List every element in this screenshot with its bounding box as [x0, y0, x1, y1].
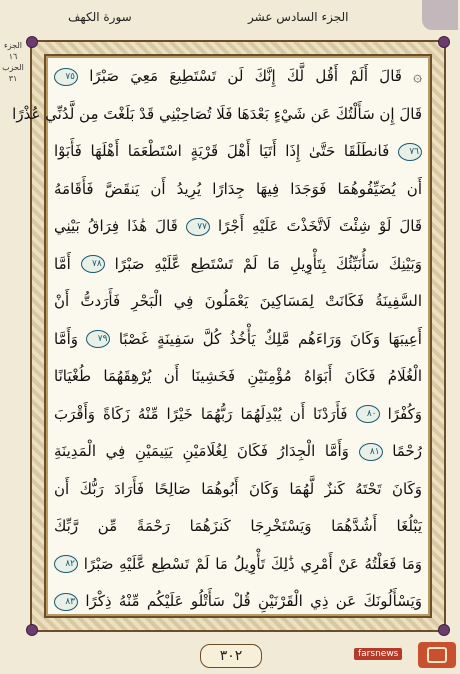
verse-line — [54, 246, 422, 282]
verse-line — [54, 546, 422, 582]
verse-text: أَن يُضَيِّفُوهُمَا فَوَجَدَا فِيهَا جِدَارًا يُرِيدُ أَن يَنقَضَّ فَأَقَامَهُ — [54, 179, 422, 198]
verse-text: قَالَ لَوْ شِئْتَ لَاتَّخَذْتَ عَلَيْهِ أَجْرًا — [218, 217, 422, 235]
verse-line — [54, 171, 422, 207]
verse-line — [54, 433, 422, 469]
ayah-number-marker: ٨٠ — [356, 405, 380, 423]
ayah-number-marker: ٧٥ — [54, 68, 78, 86]
verse-line — [54, 133, 422, 169]
surah-title: سورة الكهف — [68, 10, 132, 24]
ayah-number-marker: ٨٢ — [54, 555, 78, 573]
frame-corner-ornament — [26, 624, 38, 636]
verse-text: يَبْلُغَا أَشُدَّهُمَا وَيَسْتَخْرِجَا كَنزَهُمَا رَحْمَةً مِّن رَّبِّكَ — [54, 517, 422, 535]
verse-line — [54, 283, 422, 319]
frame-corner-ornament — [438, 624, 450, 636]
ayah-number-marker: ٧٩ — [86, 330, 110, 348]
page-number: ٣٠٢ — [200, 644, 262, 668]
verse-text: فَأَرَدْنَا أَن يُبْدِلَهُمَا رَبُّهُمَا خَيْرًا مِّنْهُ زَكَاةً وَأَقْرَبَ — [54, 404, 348, 423]
verse-text: وَكَانَ تَحْتَهُ كَنزٌ لَّهُمَا وَكَانَ أَبُوهُمَا صَالِحًا فَأَرَادَ رَبُّكَ أَن — [54, 479, 422, 498]
verse-line — [54, 396, 422, 432]
verse-line — [54, 583, 422, 619]
verse-text: أَعِيبَهَا وَكَانَ وَرَاءَهُم مَّلِكٌ يَأْخُذُ كُلَّ سَفِينَةٍ غَصْبًا — [118, 329, 422, 348]
verse-text: ۞ قَالَ أَلَمْ أَقُل لَّكَ إِنَّكَ لَن تَسْتَطِيعَ مَعِيَ صَبْرًا — [89, 67, 422, 85]
verse-text: السَّفِينَةُ فَكَانَتْ لِمَسَاكِينَ يَعْمَلُونَ فِي الْبَحْرِ فَأَرَدتُّ أَنْ — [54, 292, 422, 310]
ayah-number-marker: ٧٦ — [398, 143, 422, 161]
verse-line — [54, 58, 422, 94]
ayah-number-marker: ٧٨ — [81, 255, 105, 273]
verse-text: وَيَسْأَلُونَكَ عَن ذِي الْقَرْنَيْنِ قُلْ سَأَتْلُو عَلَيْكُم مِّنْهُ ذِكْرًا — [85, 592, 422, 610]
verse-text: وَبَيْنِكَ سَأُنَبِّئُكَ بِتَأْوِيلِ مَا لَمْ تَسْتَطِع عَّلَيْهِ صَبْرًا — [114, 254, 422, 273]
ayah-number-marker: ٧٧ — [186, 218, 210, 236]
juz-title: الجزء السادس عشر — [248, 10, 349, 24]
verse-line — [54, 321, 422, 357]
site-logo — [418, 642, 456, 668]
verse-text: وَكُفْرًا — [387, 404, 422, 423]
verse-line — [54, 358, 422, 394]
verse-text: وَأَمَّا — [54, 329, 79, 348]
verse-text: قَالَ هَٰذَا فِرَاقُ بَيْنِي — [54, 217, 178, 235]
publisher-logo-mark — [422, 0, 458, 30]
juz-label: الجزء ١٦ — [4, 41, 22, 61]
verse-text: أَمَّا — [54, 254, 71, 273]
page-footer — [0, 636, 460, 674]
page-header — [0, 0, 460, 40]
verse-text: قَالَ إِن سَأَلْتُكَ عَن شَيْءٍ بَعْدَهَا فَلَا تُصَاحِبْنِي قَدْ بَلَغْتَ مِن لَّدُنِّي عُذْرًا — [12, 104, 422, 123]
verse-line — [54, 508, 422, 544]
verse-text: وَمَا فَعَلْتُهُ عَنْ أَمْرِي ذَٰلِكَ تَأْوِيلُ مَا لَمْ تَسْطِع عَّلَيْهِ صَبْرًا — [83, 554, 422, 573]
frame-corner-ornament — [26, 36, 38, 48]
juz-hizb-marker — [0, 40, 26, 84]
verse-text: وَأَمَّا الْجِدَارُ فَكَانَ لِغُلَامَيْنِ يَتِيمَيْنِ فِي الْمَدِينَةِ — [54, 442, 349, 460]
frame-corner-ornament — [438, 36, 450, 48]
hizb-label: الحزب ٣١ — [2, 63, 24, 83]
watermark: farsnews — [354, 648, 402, 660]
verse-text: فَانطَلَقَا حَتَّىٰ إِذَا أَتَيَا أَهْلَ قَرْيَةٍ اسْتَطْعَمَا أَهْلَهَا فَأَبَوْا — [54, 142, 390, 160]
verse-line — [54, 208, 422, 244]
ayah-number-marker: ٨٣ — [54, 593, 78, 611]
verse-text: رُحْمًا — [392, 442, 422, 460]
ayah-number-marker: ٨١ — [359, 443, 383, 461]
verse-line — [54, 471, 422, 507]
verse-text: الْغُلَامُ فَكَانَ أَبَوَاهُ مُؤْمِنَيْنِ فَخَشِينَا أَن يُرْهِقَهُمَا طُغْيَانًا — [54, 367, 422, 385]
verse-line — [12, 96, 422, 132]
